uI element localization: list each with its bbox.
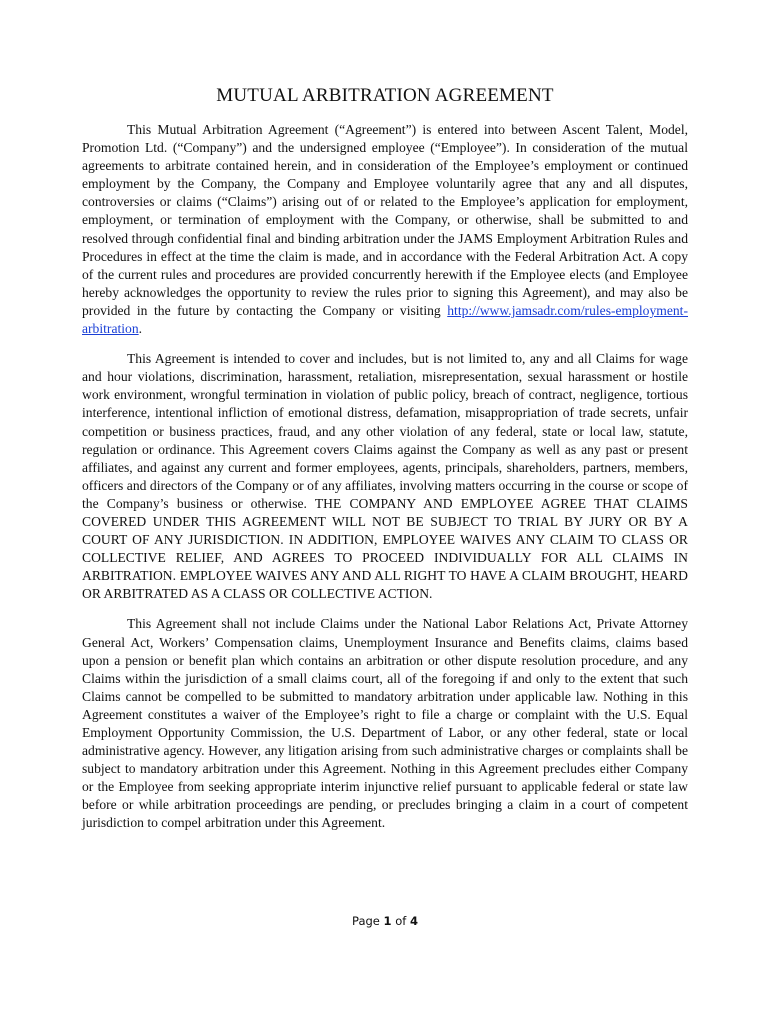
page-title: MUTUAL ARBITRATION AGREEMENT bbox=[216, 85, 554, 106]
jams-rules-link[interactable]: http://www.jamsadr.com/rules-employment-arbitration bbox=[82, 302, 688, 337]
page-footer bbox=[0, 914, 770, 928]
paragraph-excluded-claims: This Agreement shall not include Claims under the National Labor Relations Act, Private Attorney General Act, Workers’ Compensation claims, Unemployment Insurance and Benefits claims, claims based upon a pension or benefit plan which contains an arbitration or other dispute resolution procedure, and any Claims within the jurisdiction of a small claims court, all of the foregoing if and only to the extent that such Claims cannot be compelled to be submitted to mandatory arbitration under applicable law. Nothing in this Agreement constitutes a waiver of the Employee’s right to file a charge or complaint with the U.S. Equal Employment Opportunity Commission, the U.S. Department of Labor, or any other federal, state or local administrative agency. However, any litigation arising from such administrative charges or complaints shall be subject to mandatory arbitration under this Agreement. Nothing in this Agreement precludes either Company or the Employee from seeking appropriate interim injunctive relief pursuant to applicable federal or state law before or while arbitration proceedings are pending, or precludes bringing a claim in a court of competent jurisdiction to compel arbitration under this Agreement. bbox=[82, 616, 688, 831]
page-current: 1 bbox=[383, 914, 392, 928]
paragraph-1-end: . bbox=[138, 321, 143, 337]
of-label: of bbox=[395, 914, 407, 928]
paragraph-agreement-scope bbox=[82, 121, 688, 338]
page-total: 4 bbox=[409, 914, 418, 928]
document-body bbox=[82, 121, 688, 845]
paragraph-covered-claims: This Agreement is intended to cover and includes, but is not limited to, any and all Claims for wage and hour violations, discrimination, harassment, retaliation, misrepresentation, sexual harassment or hostile work environment, wrongful termination in violation of public policy, breach of contract, negligence, tortious interference, intentional infliction of emotional distress, defamation, misappropriation of trade secrets, unfair competition or business practices, fraud, and any other violation of any federal, state or local law, statute, regulation or ordinance. This Agreement covers Claims against the Company as well as any past or present affiliates, and against any current and former employees, agents, principals, shareholders, partners, members, officers and directors of the Company or of any affiliates, involving matters occurring in the course or scope of the Company’s business or otherwise. THE COMPANY AND EMPLOYEE AGREE THAT CLAIMS COVERED UNDER THIS AGREEMENT WILL NOT BE SUBJECT TO TRIAL BY JURY OR BY A COURT OF ANY JURISDICTION. IN ADDITION, EMPLOYEE WAIVES ANY CLAIM TO CLASS OR COLLECTIVE RELIEF, AND AGREES TO PROCEED INDIVIDUALLY FOR ALL CLAIMS IN ARBITRATION. EMPLOYEE WAIVES ANY AND ALL RIGHT TO HAVE A CLAIM BROUGHT, HEARD OR ARBITRATED AS A CLASS OR COLLECTIVE ACTION. bbox=[82, 351, 688, 602]
paragraph-1-text: This Mutual Arbitration Agreement (“Agreement”) is entered into between Ascent Talent, Model, Promotion Ltd. (“Company”) and the undersigned employee (“Employee”). In consideration of the mutual agreements to arbitrate contained herein, and in consideration of the Employee’s employment or continued employment by the Company, the Company and Employee voluntarily agree that any and all disputes, controversies or claims (“Claims”) arising out of or related to the Employee’s application for employment, employment, or termination of employment with the Company, or otherwise, shall be submitted to and resolved through confidential final and binding arbitration under the JAMS Employment Arbitration Rules and Procedures in effect at the time the claim is made, and in accordance with the Federal Arbitration Act. A copy of the current rules and procedures are provided concurrently herewith if the Employee elects (and Employee hereby acknowledges the opportunity to review the rules prior to signing this Agreement), and may also be provided in the future by contacting the Company or visiting bbox=[82, 122, 688, 318]
page-label: Page bbox=[352, 914, 380, 928]
